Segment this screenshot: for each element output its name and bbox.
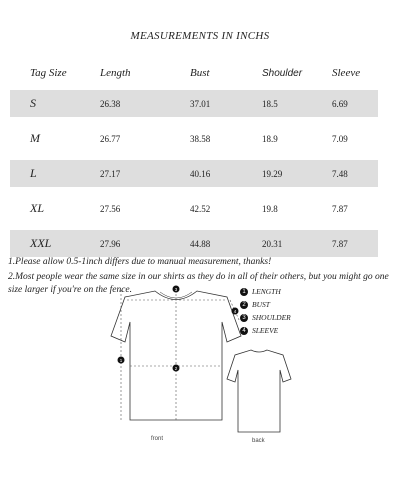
cell-bust: 38.58: [190, 133, 211, 144]
svg-text:3: 3: [174, 287, 178, 292]
cell-shoulder: 20.31: [262, 230, 332, 257]
svg-text:4: 4: [233, 309, 237, 314]
back-caption: back: [252, 438, 265, 444]
note-2: 2.Most people wear the same size in our shirts as they do in all of their others, but you might go one size larger if you're on the fence.: [8, 272, 389, 295]
cell-length: 26.77: [100, 133, 121, 144]
note-1: 1.Please allow 0.5-1inch differs due to manual measurement, thanks!: [8, 257, 272, 267]
legend-label: SLEEVE: [252, 326, 279, 335]
header-sleeve: Sleeve: [332, 67, 361, 79]
header-shoulder: Shoulder: [262, 67, 303, 79]
table-row: [10, 90, 378, 117]
legend-number-icon: 1: [240, 288, 248, 296]
back-tshirt-illustration: [227, 350, 291, 432]
table-row: [10, 160, 378, 187]
cell-bust: 40.16: [190, 160, 262, 187]
cell-size: M: [30, 131, 40, 145]
legend-label: SHOULDER: [252, 313, 291, 322]
header-bust: Bust: [190, 67, 210, 79]
front-caption: front: [151, 436, 164, 442]
table-header-row: [10, 64, 378, 82]
marker-bust-icon: [173, 365, 180, 372]
marker-sleeve-icon: [232, 308, 239, 315]
legend-label: LENGTH: [252, 287, 281, 296]
cell-length: 27.96: [100, 230, 190, 257]
cell-sleeve: 6.69: [332, 90, 378, 117]
legend-item-bust: [240, 298, 291, 311]
cell-size: S: [10, 90, 100, 117]
cell-shoulder: 19.8: [262, 203, 278, 214]
header-length: Length: [100, 67, 131, 79]
cell-length: 26.38: [100, 90, 190, 117]
svg-text:2: 2: [174, 366, 178, 371]
legend-item-shoulder: [240, 311, 291, 324]
cell-sleeve: 7.87: [332, 203, 348, 214]
legend-item-length: [240, 285, 291, 298]
legend-item-sleeve: [240, 324, 291, 337]
legend-number-icon: 4: [240, 327, 248, 335]
marker-length-icon: [118, 357, 125, 364]
cell-size: XXL: [10, 230, 100, 257]
cell-length: 27.56: [100, 203, 121, 214]
cell-sleeve: 7.87: [332, 230, 378, 257]
marker-shoulder-icon: [173, 286, 180, 293]
cell-shoulder: 18.5: [262, 90, 332, 117]
table-row: [10, 230, 378, 257]
legend-number-icon: 2: [240, 301, 248, 309]
cell-sleeve: 7.09: [332, 133, 348, 144]
size-chart-table: [10, 56, 378, 265]
cell-size: L: [10, 160, 100, 187]
table-row: [10, 195, 378, 222]
cell-shoulder: 19.29: [262, 160, 332, 187]
cell-sleeve: 7.48: [332, 160, 378, 187]
table-row: [10, 125, 378, 152]
cell-bust: 37.01: [190, 90, 262, 117]
cell-bust: 44.88: [190, 230, 262, 257]
cell-shoulder: 18.9: [262, 133, 278, 144]
legend-label: BUST: [252, 300, 270, 309]
measurement-legend: [240, 285, 291, 337]
cell-length: 27.17: [100, 160, 190, 187]
svg-text:1: 1: [119, 358, 123, 363]
cell-size: XL: [30, 201, 45, 215]
tshirt-measurement-diagram: [0, 280, 400, 480]
header-tag-size: Tag Size: [30, 67, 67, 79]
legend-number-icon: 3: [240, 314, 248, 322]
cell-bust: 42.52: [190, 203, 211, 214]
page-title: MEASUREMENTS IN INCHS: [130, 30, 270, 42]
